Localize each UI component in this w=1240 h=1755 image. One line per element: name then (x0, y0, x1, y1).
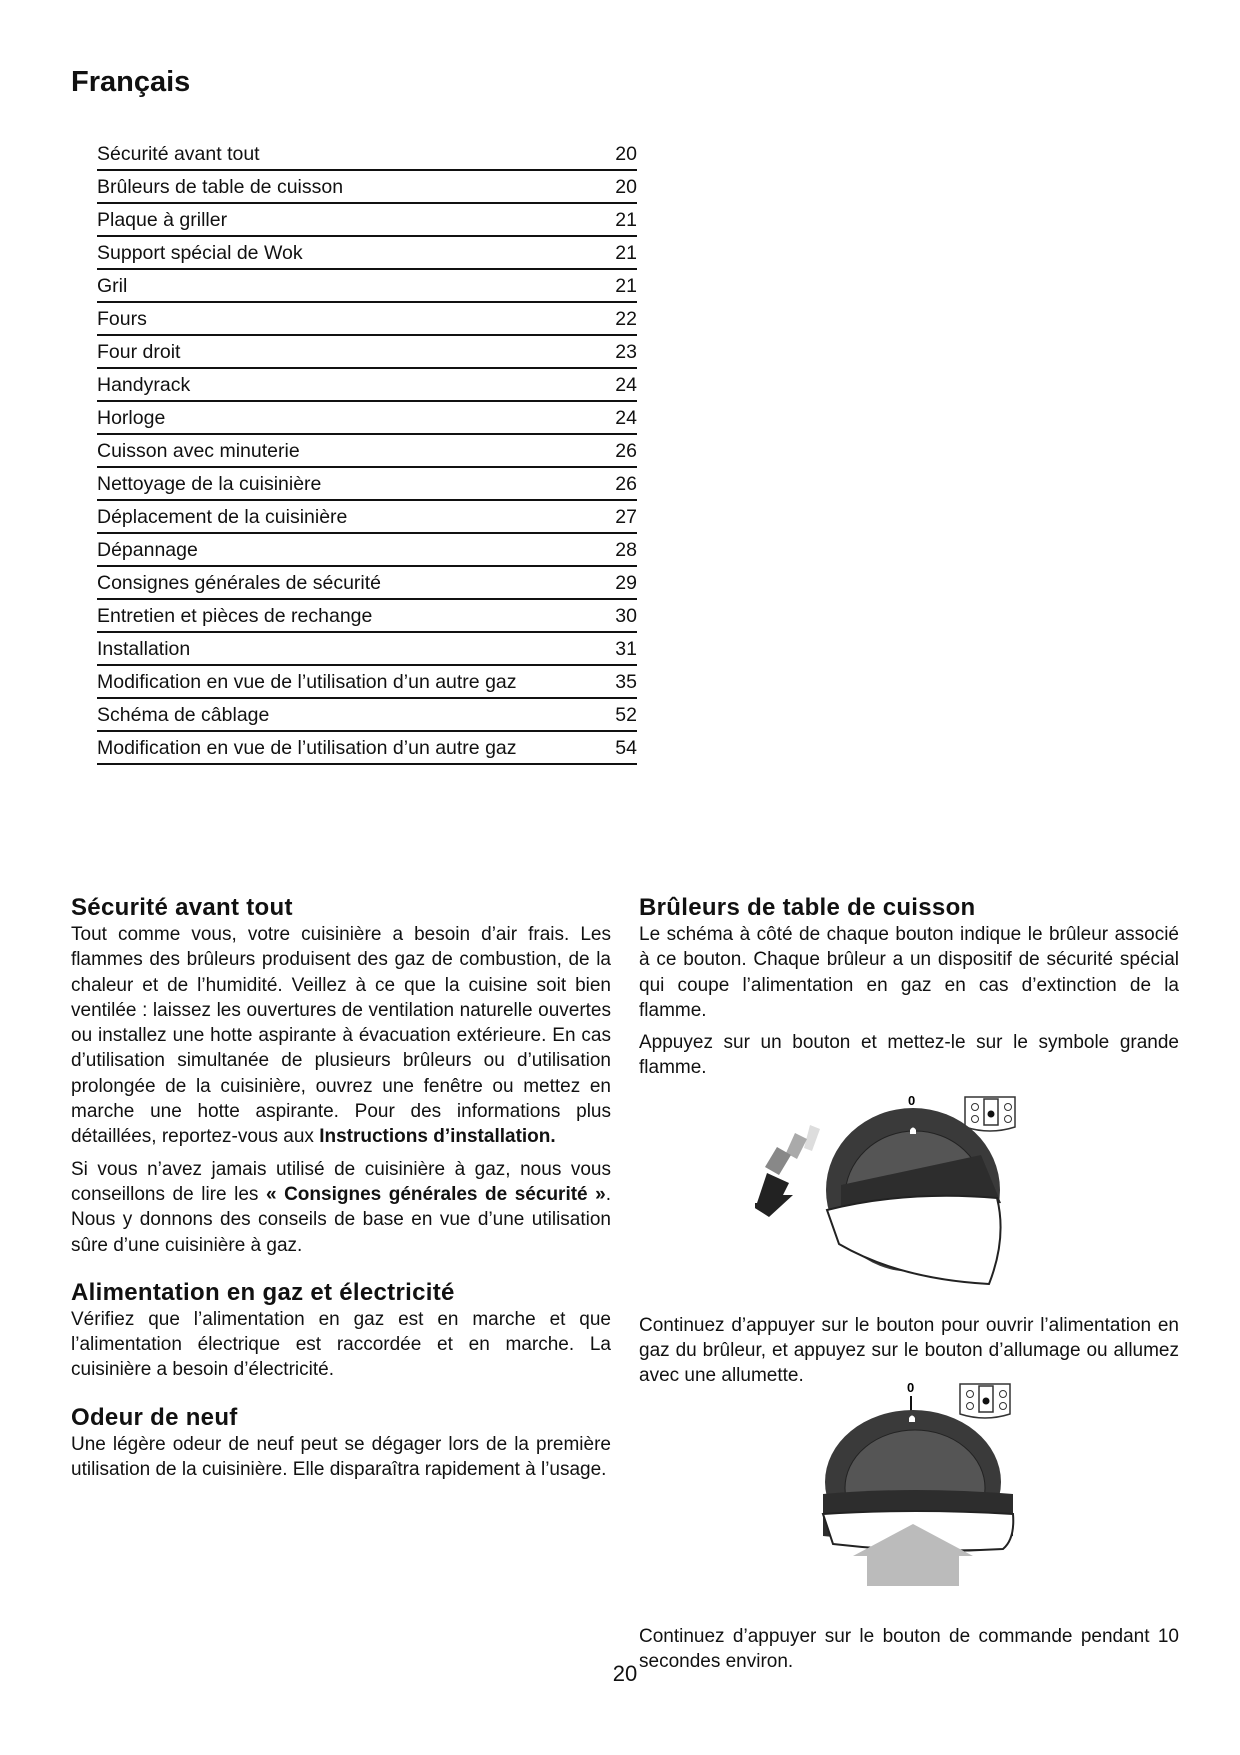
paragraph: Une légère odeur de neuf peut se dégager lors de la première utilisation de la cuisinière. Elle disparaîtra rapidement à l’usage. (71, 1433, 611, 1481)
toc-entry-page: 31 (615, 638, 637, 660)
toc-entry-label: Brûleurs de table de cuisson (97, 176, 344, 198)
toc-entry[interactable] (97, 534, 637, 567)
text: Tout comme vous, votre cuisinière a besoin d’air frais. Les flammes des brûleurs produisent des gaz de combustion, de la chaleur et de l’humidité. Veillez à ce que la cuisine soit bien ventilée : laissez les ouvertures de ventilation naturelle ouvertes ou installez une hotte aspirante à évacuation extérieure. En cas d’utilisation simultanée de plusieurs brûleurs ou d’utilisation prolongée de la cuisinière, ouvrez une fenêtre ou mettez en marche une hotte aspirante. Pour des informations plus détaillées, reportez-vous aux (71, 924, 611, 1148)
zero-mark-label: 0 (908, 1093, 916, 1108)
toc-entry[interactable] (97, 237, 637, 270)
paragraph: Appuyez sur un bouton et mettez-le sur le symbole grande flamme. (639, 1032, 1179, 1079)
toc-entry-page: 26 (615, 473, 637, 495)
toc-entry-label: Support spécial de Wok (97, 242, 303, 264)
toc-entry-page: 30 (615, 605, 637, 627)
bold-text: « Consignes générales de sécurité » (265, 1183, 606, 1205)
table-of-contents (97, 138, 637, 765)
toc-entry-label: Gril (97, 275, 128, 297)
toc-entry[interactable] (97, 303, 637, 336)
toc-entry-page: 52 (615, 704, 637, 726)
toc-entry[interactable] (97, 369, 637, 402)
rotate-arrow-icon (755, 1125, 820, 1217)
knob-press-illustration (805, 1374, 1025, 1586)
left-column (71, 894, 611, 1489)
text: . Nous y donnons des conseils de base en vue d’une utilisation sûre d’une cuisinière à gaz. (71, 1183, 612, 1256)
section-heading-alimentation: Alimentation en gaz et électricité (71, 1278, 455, 1306)
toc-entry-label: Four droit (97, 341, 181, 363)
toc-entry-label: Déplacement de la cuisinière (97, 506, 348, 528)
toc-entry[interactable] (97, 171, 637, 204)
section-heading-securite: Sécurité avant tout (71, 894, 293, 921)
toc-entry-label: Installation (97, 638, 191, 660)
paragraph: Le schéma à côté de chaque bouton indique le brûleur associé à ce bouton. Chaque brûleur a un dispositif de sécurité spécial qui coupe l’alimentation en gaz en cas d’extinction de la flamme. (639, 924, 1179, 1021)
toc-entry-label: Consignes générales de sécurité (97, 572, 382, 594)
toc-entry-page: 35 (615, 671, 637, 693)
toc-entry-page: 20 (615, 176, 637, 198)
toc-entry-page: 23 (615, 341, 637, 363)
toc-entry-label: Fours (97, 308, 147, 330)
page-title: Français (71, 66, 191, 98)
toc-entry[interactable] (97, 567, 637, 600)
toc-entry[interactable] (97, 402, 637, 435)
toc-entry-label: Sécurité avant tout (97, 143, 260, 165)
toc-entry-page: 21 (615, 242, 637, 264)
toc-entry[interactable] (97, 468, 637, 501)
toc-entry-page: 27 (615, 506, 637, 528)
toc-entry-page: 20 (615, 143, 637, 165)
paragraph: Continuez d’appuyer sur le bouton pour ouvrir l’alimentation en gaz du brûleur, et appuyez sur le bouton d’allumage ou allumez avec une allumette. (639, 1314, 1179, 1387)
toc-entry-label: Handyrack (97, 374, 191, 396)
page-number: 20 (612, 1661, 638, 1686)
toc-entry[interactable] (97, 732, 637, 765)
toc-entry[interactable] (97, 666, 637, 699)
toc-entry-page: 21 (615, 209, 637, 231)
zero-mark-label: 0 (907, 1380, 915, 1395)
toc-entry-page: 26 (615, 440, 637, 462)
toc-entry-page: 21 (615, 275, 637, 297)
toc-entry-label: Entretien et pièces de rechange (97, 605, 373, 627)
burner-diagram-icon (965, 1097, 1015, 1131)
knob-turn-illustration (755, 1085, 1025, 1290)
toc-entry-label: Cuisson avec minuterie (97, 440, 300, 462)
toc-entry[interactable] (97, 633, 637, 666)
section-heading-bruleurs: Brûleurs de table de cuisson (639, 894, 976, 921)
toc-entry[interactable] (97, 138, 637, 171)
toc-entry-label: Modification en vue de l’utilisation d’un autre gaz (97, 671, 517, 693)
toc-entry[interactable] (97, 336, 637, 369)
toc-entry[interactable] (97, 435, 637, 468)
toc-entry-label: Modification en vue de l’utilisation d’un autre gaz (97, 737, 517, 759)
toc-entry[interactable] (97, 501, 637, 534)
section-heading-odeur: Odeur de neuf (71, 1403, 238, 1431)
toc-entry-label: Schéma de câblage (97, 704, 270, 726)
toc-entry-page: 24 (615, 374, 637, 396)
text: Si vous n’avez jamais utilisé de cuisinière à gaz, nous vous conseillons de lire les (71, 1158, 611, 1205)
toc-entry[interactable] (97, 270, 637, 303)
paragraph (71, 1157, 611, 1258)
toc-entry-label: Dépannage (97, 539, 198, 561)
paragraph: Vérifiez que l’alimentation en gaz est en marche et que l’alimentation électrique est raccordée et en marche. La cuisinière a besoin d’électricité. (71, 1308, 611, 1381)
toc-entry-label: Nettoyage de la cuisinière (97, 473, 322, 495)
paragraph: Continuez d’appuyer sur le bouton de commande pendant 10 secondes environ. (639, 1625, 1179, 1672)
toc-entry[interactable] (97, 699, 637, 732)
toc-entry-page: 29 (615, 572, 637, 594)
toc-entry[interactable] (97, 204, 637, 237)
burner-diagram-icon (960, 1384, 1010, 1418)
toc-entry-label: Horloge (97, 407, 166, 429)
toc-entry-page: 54 (615, 737, 637, 759)
bold-text: Instructions d’installation. (319, 1126, 556, 1148)
toc-entry-page: 28 (615, 539, 637, 561)
paragraph (71, 922, 611, 1150)
toc-entry-page: 22 (615, 308, 637, 330)
toc-entry[interactable] (97, 600, 637, 633)
toc-entry-page: 24 (615, 407, 637, 429)
toc-entry-label: Plaque à griller (97, 209, 228, 231)
